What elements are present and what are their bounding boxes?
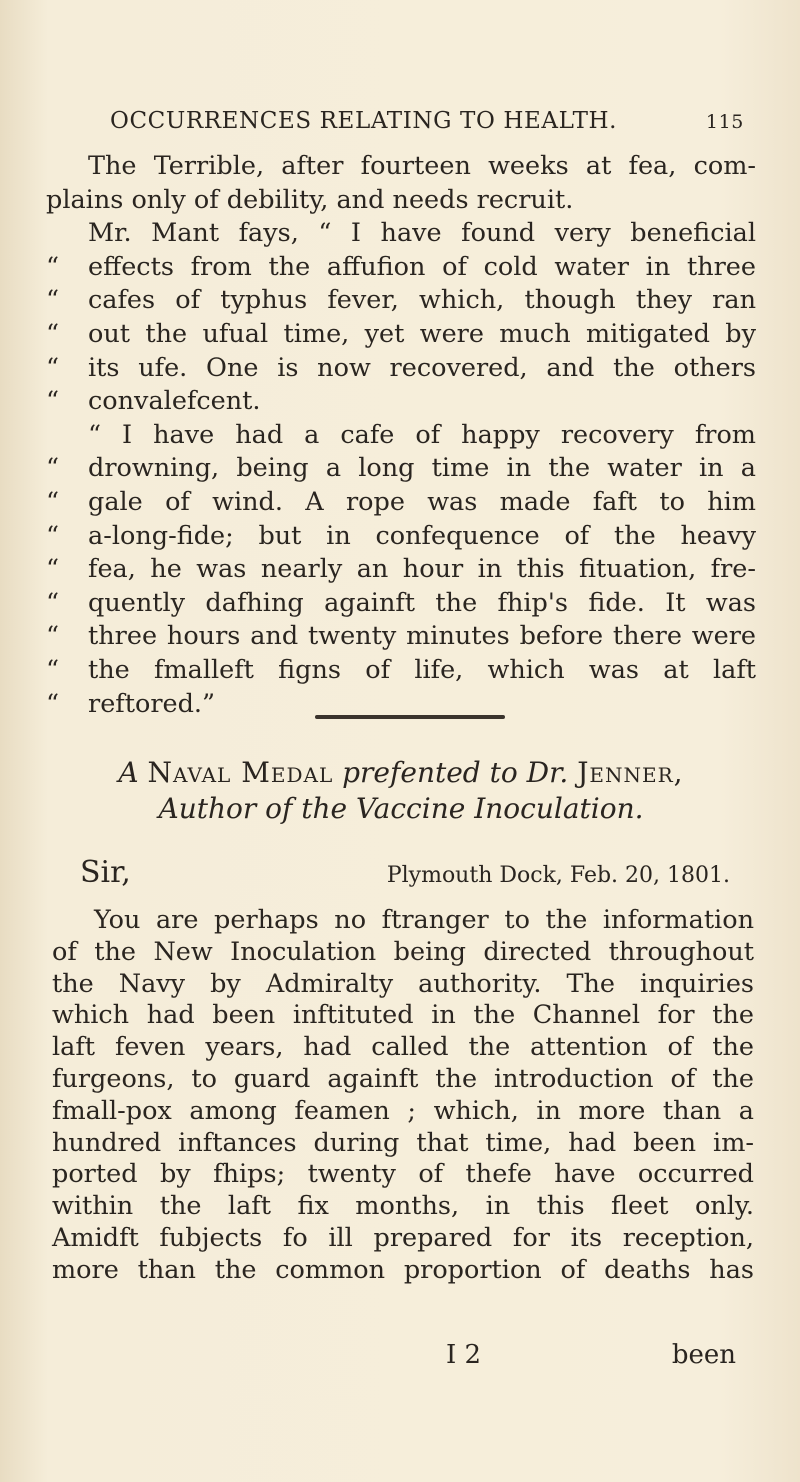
salutation: Sir, (80, 855, 131, 890)
line-text: its ufe. One is now recovered, and the others (88, 352, 756, 383)
page-number: 115 (705, 111, 744, 133)
dateline: Plymouth Dock, Feb. 20, 1801. (386, 863, 730, 888)
text-line (46, 654, 756, 688)
line-text: convalefcent. (88, 386, 261, 417)
line-text: the fmalleft figns of life, which was at laft (88, 654, 756, 685)
quote-mark: “ (46, 520, 60, 551)
text-line: more than the common proportion of deaths has (52, 1254, 754, 1285)
text-line (46, 352, 756, 386)
letter-header (80, 855, 730, 890)
text-line: laft feven years, had called the attention of the (52, 1032, 754, 1063)
line-text: gale of wind. A rope was made faft to him (88, 486, 756, 517)
text-line (46, 620, 756, 654)
quote-mark: “ (46, 554, 60, 585)
text-line (46, 553, 756, 587)
text-line: the Navy by Admiralty authority. The inquiries (52, 968, 754, 999)
quote-mark: “ (46, 587, 60, 618)
running-title: OCCURRENCES RELATING TO HEALTH. (110, 108, 618, 134)
body-text (46, 150, 756, 721)
line-text: “ I have had a cafe of happy recovery from (88, 419, 756, 450)
text-line (46, 520, 756, 554)
quote-mark: “ (46, 621, 60, 652)
quote-mark: “ (46, 285, 60, 316)
line-text: drowning, being a long time in the water in a (88, 453, 756, 484)
heading-naval-medal: Naval Medal (147, 756, 334, 789)
letter-body (52, 905, 754, 1287)
text-line (46, 284, 756, 318)
line-text: out the ufual time, yet were much mitigated by (88, 318, 756, 349)
text-line (46, 452, 756, 486)
quote-mark: “ (46, 352, 60, 383)
line-text: three hours and twenty minutes before there were (88, 621, 756, 652)
quote-mark: “ (46, 386, 60, 417)
text-line (46, 587, 756, 621)
text-line: furgeons, to guard againft the introduction of the (52, 1063, 754, 1094)
catchword: been (671, 1340, 736, 1370)
text-line: ported by fhips; twenty of thefe have occurred (52, 1159, 754, 1190)
running-header (110, 108, 750, 134)
text-line: which had been inftituted in the Channel for the (52, 1000, 754, 1031)
page-footer (46, 1340, 746, 1370)
section-divider (315, 715, 505, 719)
quote-mark: “ (46, 251, 60, 282)
heading-line-2: Author of the Vaccine Inoculation. (158, 792, 644, 825)
line-text: a-long-fide; but in confequence of the heavy (88, 520, 756, 551)
text-line (46, 318, 756, 352)
text-line (46, 251, 756, 285)
signature-mark: I 2 (446, 1340, 482, 1370)
text-line (46, 385, 756, 419)
text-line: within the laft fix months, in this fleet only. (52, 1191, 754, 1222)
text-line: You are perhaps no ftranger to the information (94, 905, 754, 935)
line-text: cafes of typhus fever, which, though they ran (88, 285, 756, 316)
line-text: fea, he was nearly an hour in this fituation, fre- (88, 554, 756, 585)
section-heading (46, 755, 756, 827)
line-text: quently dafhing againft the fhip's fide. It was (88, 587, 756, 618)
text-line (46, 486, 756, 520)
text-line (46, 217, 756, 251)
heading-jenner: Jenner, (577, 756, 684, 789)
quote-mark: “ (46, 654, 60, 685)
paragraph-drowning-quote (46, 419, 756, 721)
line-text: reftored.” (88, 688, 216, 719)
text-line: hundred inftances during that time, had been im- (52, 1127, 754, 1158)
text-line: fmall-pox among feamen ; which, in more than a (52, 1095, 754, 1126)
heading-line-1 (46, 755, 756, 791)
text-line: Amidft fubjects fo ill prepared for its reception, (52, 1222, 754, 1253)
text-line: plains only of debility, and needs recruit. (46, 184, 574, 215)
quote-mark: “ (46, 318, 60, 349)
quote-mark: “ (46, 688, 60, 719)
text-line: of the New Inoculation being directed throughout (52, 936, 754, 967)
text-line (46, 419, 756, 453)
line-text: Mr. Mant fays, “ I have found very beneficial (88, 218, 756, 249)
paragraph-mant-quote (46, 217, 756, 419)
quote-mark: “ (46, 486, 60, 517)
heading-article: A (118, 756, 139, 789)
text-line: The Terrible, after fourteen weeks at fea, com- (88, 151, 756, 181)
quote-mark: “ (46, 453, 60, 484)
line-text: effects from the affufion of cold water in three (88, 251, 756, 282)
heading-presented: prefented to Dr. (342, 756, 569, 789)
paragraph-terrible (46, 150, 756, 217)
